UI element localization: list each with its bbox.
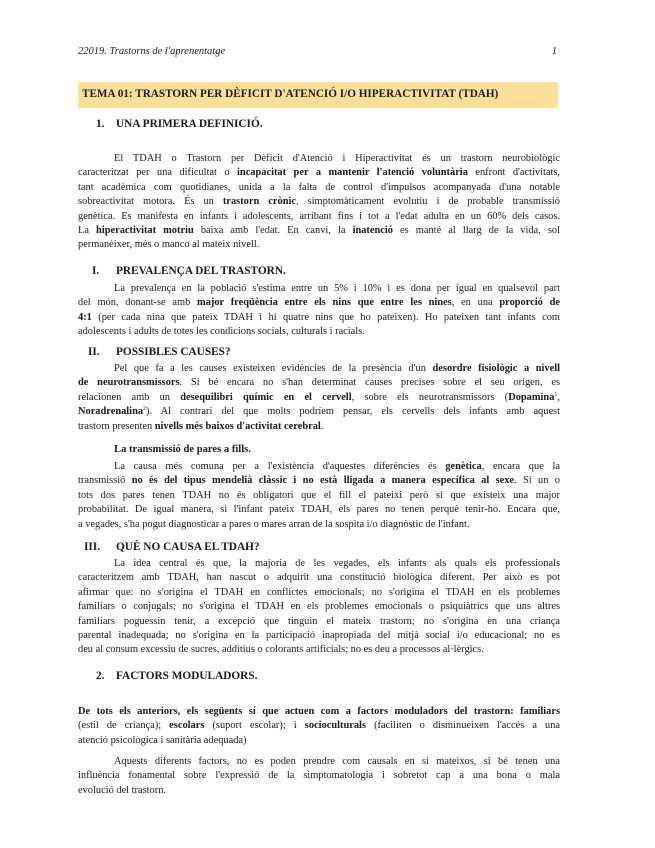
paragraph-causes xyxy=(78,362,560,434)
text-line: tant acadèmica com quotidianes, unida a la falta de control d'impulsos acompanyada d'una notable xyxy=(78,181,560,193)
text-line: La prevalença en la població s'estima entre un 5% i 10% i es dona per igual en qualsevol part xyxy=(114,283,560,294)
text-line: genètica. Es manifesta en infants i adolescents, arribant fins i tot a l'edat adulta en un 60% dels casos. xyxy=(78,210,560,222)
text-line: caracteritzem amb TDAH, han nascut o adquirit una constitució biològica diferent. Per això es pot xyxy=(78,572,560,584)
section-heading-1 xyxy=(96,118,263,130)
section-number: II. xyxy=(88,346,100,358)
text-line: 4:1 (per cada nina que pateix TDAH i hi quatre nins que ho pateixen). Ho pateixen tant infants com xyxy=(78,311,560,323)
subsection-heading xyxy=(114,444,251,455)
text-line: La causa més comuna per a l'existència d'aquestes diferències és genètica, encara que la xyxy=(114,461,561,472)
text-line: tots dos pares tenen TDAH no és obligatori que el fill el pateixi però sí que existeix una major xyxy=(78,489,560,501)
section-label: POSSIBLES CAUSES? xyxy=(116,346,231,358)
document-title-box xyxy=(78,82,558,108)
text-line: probabilitat. De igual manera, si l'infant pateix TDAH, els pares no tenen perquè tenir-ho. Encara que, xyxy=(78,504,560,516)
text-line: transmissió no és del tipus mendelià clàssic i no està lligada a manera específica al sexe. Si un o xyxy=(78,475,560,487)
text-line: Noradrenalina$^2$). Al contrari del que molts podríem pensar, els cervells dels infants amb aquest xyxy=(78,406,560,418)
text-line: Aquests diferents factors, no es poden prendre com causals en si mateixos, si bé tenen una xyxy=(114,756,560,767)
text-line: De tots els anteriors, els següents sí que actuen com a factors moduladors del trastorn: familiars xyxy=(78,706,560,717)
paragraph-prevalence xyxy=(78,282,560,340)
text-line: El TDAH o Trastorn per Dèficit d'Atenció i Hiperactivitat és un trastorn neurobiològic xyxy=(114,153,560,164)
course-title: 22019. Trastorns de l'aprenentatge xyxy=(78,46,226,57)
section-number: 1. xyxy=(96,118,105,130)
text-line: del món, donant-se amb major freqüència entre els nins que entre les nines, en una proporció de xyxy=(78,297,561,309)
text-line: permanèixer, més o manco al mateix nivell. xyxy=(78,239,260,251)
text-line: de neurotransmissors. Si bé encara no s'han determinat causes precises sobre el seu origen, es xyxy=(78,377,560,389)
subsection-label: La transmissió de pares a fills. xyxy=(114,444,251,455)
section-heading-2 xyxy=(96,670,257,682)
section-label: UNA PRIMERA DEFINICIÓ. xyxy=(116,118,263,130)
section-heading-II xyxy=(88,346,231,358)
text-line: familiars poguessin tenir, a excepció que tinguin el mateix trastorn; no s'origina en una criança xyxy=(78,615,560,627)
section-number: III. xyxy=(84,541,101,553)
section-heading-III xyxy=(84,541,260,553)
text-line: afirmar que: no s'origina el TDAH en conflictes emocionals; no s'origina el TDAH en els problemes xyxy=(78,586,560,598)
text-line: Pel que fa a les causes existeixen evidències de la presència d'un desordre fisiològic a nivell xyxy=(114,363,560,374)
section-number: I. xyxy=(92,265,100,277)
text-line: La idea central és que, la majoria de les vegades, els infants als quals els professionals xyxy=(114,558,560,569)
page-number: 1 xyxy=(551,46,557,57)
text-line: parental inadequada; no s'origina en la participació inapropiada del mitjà social i/o educacional; no es xyxy=(78,630,560,642)
page-header xyxy=(78,46,557,62)
text-line: La hiperactivitat motriu baixa amb l'edat. En canvi, la inatenció es manté al llarg de la vida, sol xyxy=(78,225,560,237)
paragraph-factors-influence xyxy=(78,755,560,798)
text-line: trastorn presenten nivells més baixos d'activitat cerebral. xyxy=(78,420,324,432)
text-line: sobreactivitat motora. És un trastorn crònic, simptomàticament evolutiu i de probable transmissió xyxy=(78,196,560,208)
section-heading-I xyxy=(92,265,286,277)
text-line: influència fonamental sobre l'expressió de la simptomatologia i sobretot cap a una bona o mala xyxy=(78,770,560,782)
text-line: familiars o conjugals; no s'origina el TDAH en els problemes emocionals o psiquiàtrics que uns altres xyxy=(78,601,560,613)
paragraph-modulators xyxy=(78,705,560,748)
text-line: relacionen amb un desequilibri químic en el cervell, sobre els neurotransmissors (Dopamina$^1$, xyxy=(78,391,561,403)
text-line: deu al consum excessiu de sucres, additius o colorants artificials; no es deu a processos al·lèrgics. xyxy=(78,644,484,656)
section-label: FACTORS MODULADORS. xyxy=(116,670,258,682)
text-line: (estil de criança); escolars (suport escolar); i socioculturals (faciliten o disminueixen l'accés a una xyxy=(78,720,561,732)
paragraph-definition xyxy=(78,152,560,253)
section-number: 2. xyxy=(96,670,105,682)
section-label: PREVALENÇA DEL TRASTORN. xyxy=(116,265,286,277)
text-line: atenció psicològica i sanitària adequada) xyxy=(78,734,247,746)
paragraph-not-causes xyxy=(78,557,560,658)
text-line: caracteritzat per una dificultat o incapacitat per a mantenir l'atenció voluntària enfront d'activitats, xyxy=(78,167,560,179)
text-line: evolució del trastorn. xyxy=(78,784,167,796)
section-label: QUÈ NO CAUSA EL TDAH? xyxy=(116,541,260,553)
text-line: adolescents i adults de totes les condicions socials, culturals i racials. xyxy=(78,326,365,338)
text-line: a vegades, s'ha pogut diagnosticar a pares o mares arran de la sospita i/o diagnòstic de l'infant. xyxy=(78,518,470,530)
paragraph-transmission xyxy=(78,460,560,532)
document-title: TEMA 01: TRASTORN PER DÈFICIT D'ATENCIÓ I/O HIPERACTIVITAT (TDAH) xyxy=(82,88,499,100)
